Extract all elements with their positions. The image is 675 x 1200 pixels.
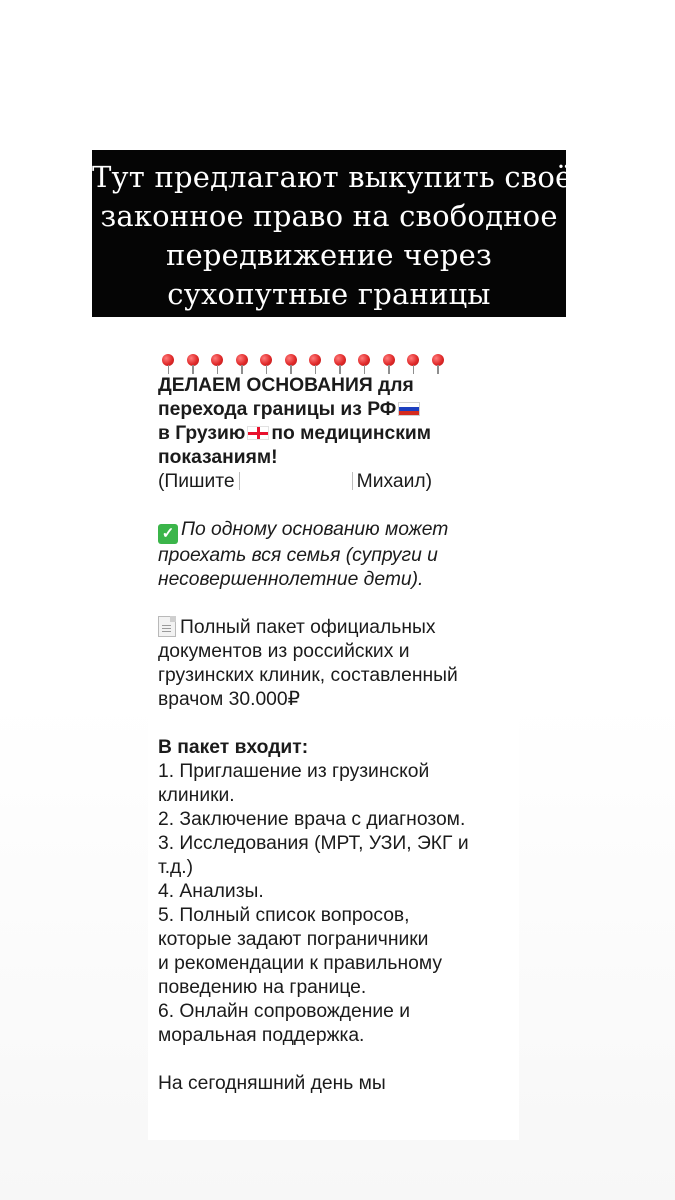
includes-item: клиники. [158,785,235,806]
includes-title: В пакет входит: [158,737,309,758]
closing-line: На сегодняшний день мы [158,1073,386,1094]
includes-item: 3. Исследования (МРТ, УЗИ, ЭКГ и [158,833,469,854]
post-text [158,350,513,1096]
package-line: грузинских клиник, составленный [158,665,458,686]
pushpin-icon [305,352,326,374]
includes-item: которые задают пограничники [158,929,429,950]
pushpin-icon [330,352,351,374]
spacer [158,494,513,518]
russia-flag-icon [398,402,420,416]
caption-line: сухопутные границы [167,277,491,311]
heading-text: перехода границы из РФ [158,399,397,420]
heading-text: в Грузию [158,423,246,444]
check-mark-icon: ✓ [158,524,178,544]
caption-line: Тут предлагают выкупить своё [92,160,573,194]
includes-item: 4. Анализы. [158,881,264,902]
includes-item: моральная поддержка. [158,1025,365,1046]
contact-suffix: Михаил) [356,471,433,492]
includes-item: 6. Онлайн сопровождение и [158,1001,410,1022]
includes-item: поведению на границе. [158,977,367,998]
pushpin-icon [281,352,302,374]
family-line [158,518,513,544]
family-line: проехать вся семья (супруги и [158,545,438,566]
includes-item: 1. Приглашение из грузинской [158,761,430,782]
includes-item: т.д.) [158,857,194,878]
pushpin-icon [183,352,204,374]
pins-row [158,350,513,374]
heading-line: ДЕЛАЕМ ОСНОВАНИЯ для [158,375,414,396]
redacted-contact [239,472,353,490]
post-screenshot [148,336,519,1140]
heading-text: по медицинским [271,423,432,444]
document-icon [158,616,176,637]
pushpin-icon [379,352,400,374]
pushpin-icon [232,352,253,374]
package-line: врачом 30.000₽ [158,689,300,710]
contact-prefix: (Пишите [158,471,235,492]
includes-item: 2. Заключение врача с диагнозом. [158,809,466,830]
spacer [158,712,513,736]
heading-line [158,398,513,422]
pushpin-icon [207,352,228,374]
pushpin-icon [158,352,179,374]
family-line: несовершеннолетние дети). [158,569,424,590]
pushpin-icon [428,352,449,374]
pushpin-icon [256,352,277,374]
package-line [158,616,513,640]
package-text: Полный пакет официальных [180,617,436,638]
heading-line: показаниям! [158,447,278,468]
caption-line: передвижение через [165,238,493,272]
caption-line: законное право на свободное [100,199,558,233]
spacer [158,1048,513,1072]
family-text: По одному основанию может [181,519,449,540]
contact-line [158,470,513,494]
pushpin-icon [403,352,424,374]
package-line: документов из российских и [158,641,410,662]
includes-item: и рекомендации к правильному [158,953,442,974]
spacer [158,592,513,616]
heading-line [158,422,513,446]
includes-item: 5. Полный список вопросов, [158,905,410,926]
pushpin-icon [354,352,375,374]
georgia-flag-icon [247,426,269,440]
story-caption [92,150,573,317]
